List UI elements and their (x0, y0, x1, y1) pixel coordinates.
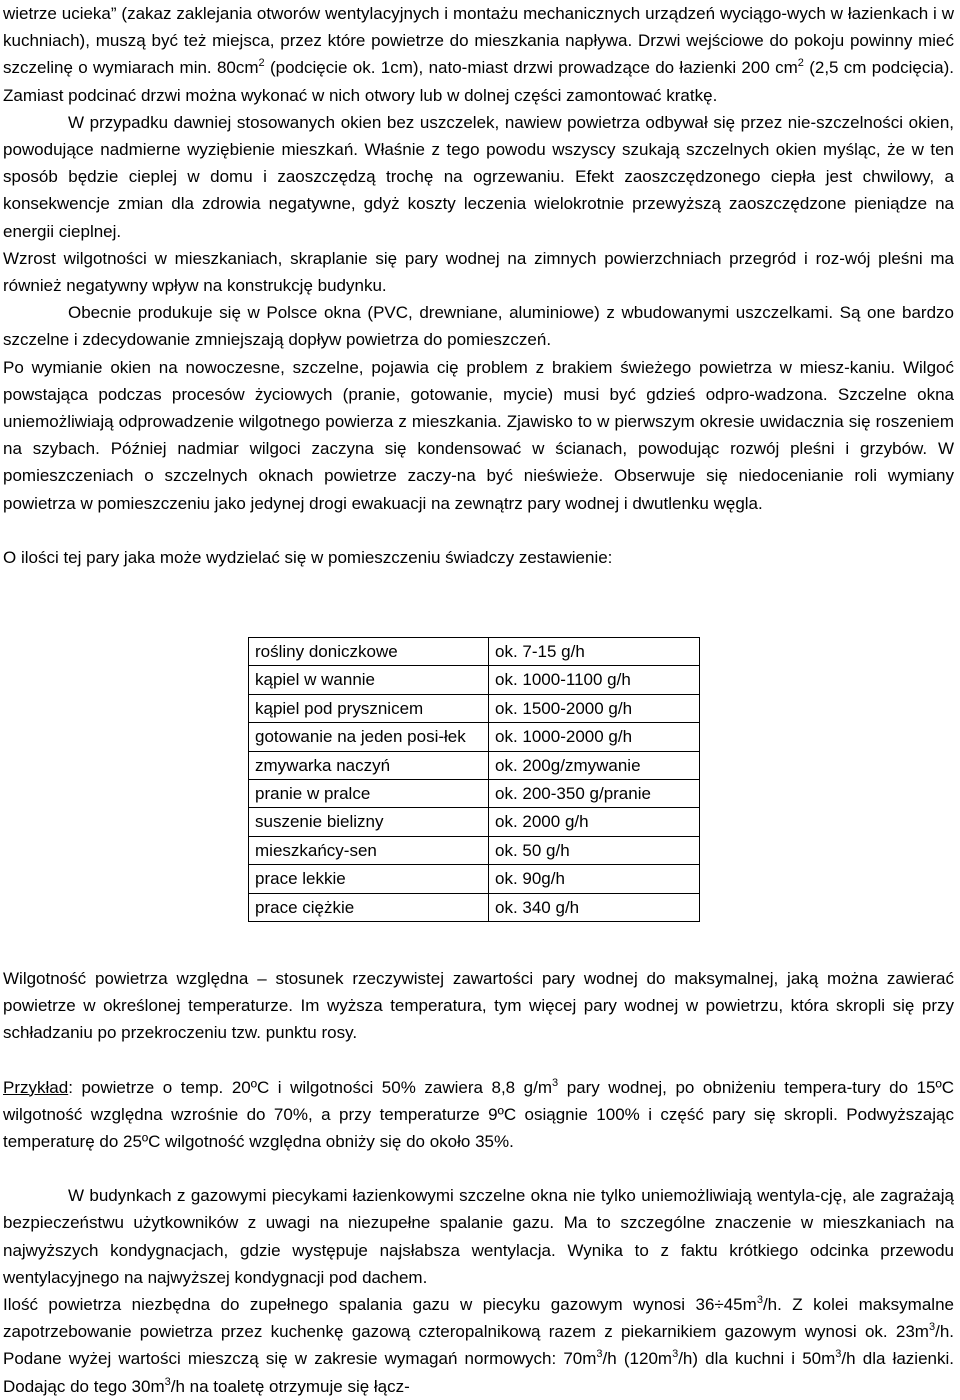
table-row (249, 694, 700, 722)
table-cell-amount: ok. 200g/zmywanie (489, 751, 700, 779)
paragraph-gas-heaters: W budynkach z gazowymi piecykami łazienkowymi szczelne okna nie tylko uniemożliwiają wentyla-cję, ale zagrażają bezpieczeństwu użytkowników z uwagi na niezupełne spalanie gazu. Ma to szczególne znaczenie w mieszkaniach na najwyższych kondygnacjach, gdzie występuje najsłabsza wentylacja. Wynika to z faktu krótkiego odcinka przewodu wentylacyjnego na najwyższej kondygnacji pod dachem. (3, 1186, 954, 1287)
paragraph-relative-humidity: Wilgotność powietrza względna – stosunek rzeczywistej zawartości pary wodnej do maksymalnej, jaką można zawierać powietrze w określonej temperaturze. Im wyższa temperatura, tym więcej pary wodnej w powietrzu, która skropli się przy schładzaniu po przekroczeniu tzw. punktu rosy. (3, 969, 954, 1043)
text: wietrze ucieka” (zakaz zaklejania otworów wentylacyjnych i montażu mechanicznych urządzeń wyciągo-wych w łazienkach i w kuchniach), muszą być też miejsca, przez które powietrze do mieszkania napływa. Drzwi wejściowe do pokoju powinny mieć szczelinę o wymiarach min. 80cm (3, 4, 954, 78)
table-row (249, 723, 700, 751)
text: (podcięcie ok. 1cm), nato-miast drzwi prowadzące do łazienki 200 cm (264, 58, 798, 78)
table-cell-amount: ok. 50 g/h (489, 836, 700, 864)
text: /h. Z kolei maksymalne zapotrzebowanie powietrza przez kuchenkę gazową czteropalnikową razem z piekarnikiem gazowym wynosi ok. 23m (3, 1295, 954, 1342)
table-row (249, 893, 700, 921)
table-cell-source: kąpiel pod prysznicem (249, 694, 489, 722)
superscript: 3 (164, 1375, 171, 1388)
table-cell-amount: ok. 200-350 g/pranie (489, 780, 700, 808)
spacer (3, 517, 954, 544)
paragraph-old-windows: W przypadku dawniej stosowanych okien bez uszczelek, nawiew powietrza odbywał się przez nie-szczelności okien, powodujące nadmierne wyziębienie mieszkań. Właśnie z tego powodu wszyscy szukają szczelnych okien myśląc, że w ten sposób będzie cieplej w domu i zaoszczędzą trochę na ogrzewaniu. Efekt zaoszczędzonego ciepła jest chwilowy, a konsekwencje zmian dla zdrowia negatywne, gdyż koszty leczenia wielokrotnie przewyższą zaoszczędzone pieniądze na energii cieplnej. (3, 112, 954, 241)
table-cell-amount: ok. 1000-2000 g/h (489, 723, 700, 751)
vapor-emission-table (248, 637, 700, 922)
text: (2,5 cm podcięcia). Zamiast podcinać drzwi można wykonać w nich otwory lub w dolnej części zamontować kratkę. (3, 58, 954, 105)
paragraph-air-requirements (3, 1291, 954, 1400)
document-page-lower (3, 965, 954, 1400)
superscript: 2 (797, 57, 804, 70)
superscript: 2 (258, 57, 265, 70)
table-cell-source: rośliny doniczkowe (249, 638, 489, 666)
table-row (249, 638, 700, 666)
table-cell-amount: ok. 340 g/h (489, 893, 700, 921)
text: /h na toaletę otrzymuje się łącz- (170, 1376, 410, 1396)
paragraph-fresh-air-problem: Po wymianie okien na nowoczesne, szczelne, pojawia cię problem z brakiem świeżego powietrza w miesz-kaniu. Wilgoć powstająca podczas procesów życiowych (pranie, gotowanie, mycie) musi być gdzieś odpro-wadzona. Szczelne okna uniemożliwiają odprowadzenie wilgotnego powierza z mieszkania. Zjawisko to w pierwszym okresie uwidacznia się roszeniem na szybach. Później nadmiar wilgoci zaczyna się kondensować w ścianach, powodując rozwój pleśni i grzybów. W pomieszczeniach o szczelnych oknach powietrze zaczy-na być nieświeże. Obserwuje się niedocenianie roli wymiany powietrza w pomieszczeniu jako jedynej drogi ewakuacji na zewnątrz pary wodnej i dwutlenku węgla. (3, 357, 954, 513)
superscript: 3 (596, 1348, 603, 1361)
spacer (3, 1047, 954, 1074)
text: : powietrze o temp. 20ºC i wilgotności 50% zawiera 8,8 g/m (68, 1077, 553, 1097)
table-cell-amount: ok. 2000 g/h (489, 808, 700, 836)
superscript: 3 (672, 1348, 679, 1361)
text: /h (120m (602, 1349, 673, 1369)
table-cell-amount: ok. 1000-1100 g/h (489, 666, 700, 694)
table-row (249, 780, 700, 808)
table-cell-source: kąpiel w wannie (249, 666, 489, 694)
paragraph-humidity-growth: Wzrost wilgotności w mieszkaniach, skraplanie się pary wodnej na zimnych powierzchniach przegród i roz-wój pleśni ma również negatywny wpływ na konstrukcję budynku. (3, 248, 954, 296)
table-cell-source: zmywarka naczyń (249, 751, 489, 779)
vapor-table-body (249, 638, 700, 922)
table-row (249, 808, 700, 836)
table-row (249, 751, 700, 779)
text: Ilość powietrza niezbędna do zupełnego spalania gazu w piecyku gazowym wynosi 36÷45m (3, 1295, 757, 1315)
table-cell-source: prace lekkie (249, 865, 489, 893)
document-page (3, 0, 954, 571)
text: /h dla łazienki. Dodając do tego 30m (3, 1349, 954, 1396)
table-cell-amount: ok. 7-15 g/h (489, 638, 700, 666)
table-cell-amount: ok. 90g/h (489, 865, 700, 893)
text: pary wodnej, po obniżeniu tempera-tury do 15ºC wilgotność względna wzrośnie do 70%, a przy temperaturze 9ºC osiągnie 100% i część pary się skropli. Podwyższając temperaturę do 25ºC wilgotność względna obniży się do około 35%. (3, 1077, 954, 1152)
superscript: 3 (756, 1294, 763, 1307)
superscript: 3 (835, 1348, 842, 1361)
table-cell-source: pranie w pralce (249, 780, 489, 808)
table-row (249, 836, 700, 864)
table-intro: O ilości tej pary jaka może wydzielać się w pomieszczeniu świadczy zestawienie: (3, 547, 613, 567)
table-row (249, 865, 700, 893)
paragraph-doors (3, 0, 954, 109)
text: /h. Podane wyżej wartości mieszczą się w zakresie wymagań normowych: 70m (3, 1322, 954, 1369)
paragraph-modern-windows: Obecnie produkuje się w Polsce okna (PVC, drewniane, aluminiowe) z wbudowanymi uszczelkami. Są one bardzo szczelne i zdecydowanie zmniejszają dopływ powietrza do pomieszczeń. (3, 303, 954, 350)
table-cell-amount: ok. 1500-2000 g/h (489, 694, 700, 722)
paragraph-example (3, 1074, 954, 1156)
table-cell-source: gotowanie na jeden posi-łek (249, 723, 489, 751)
table-cell-source: suszenie bielizny (249, 808, 489, 836)
text: /h) dla kuchni i 50m (678, 1349, 836, 1369)
table-row (249, 666, 700, 694)
example-label: Przykład (3, 1077, 69, 1097)
superscript: 3 (928, 1321, 936, 1334)
table-cell-source: mieszkańcy-sen (249, 836, 489, 864)
superscript: 3 (552, 1076, 559, 1089)
table-cell-source: prace ciężkie (249, 893, 489, 921)
spacer (3, 1155, 954, 1182)
